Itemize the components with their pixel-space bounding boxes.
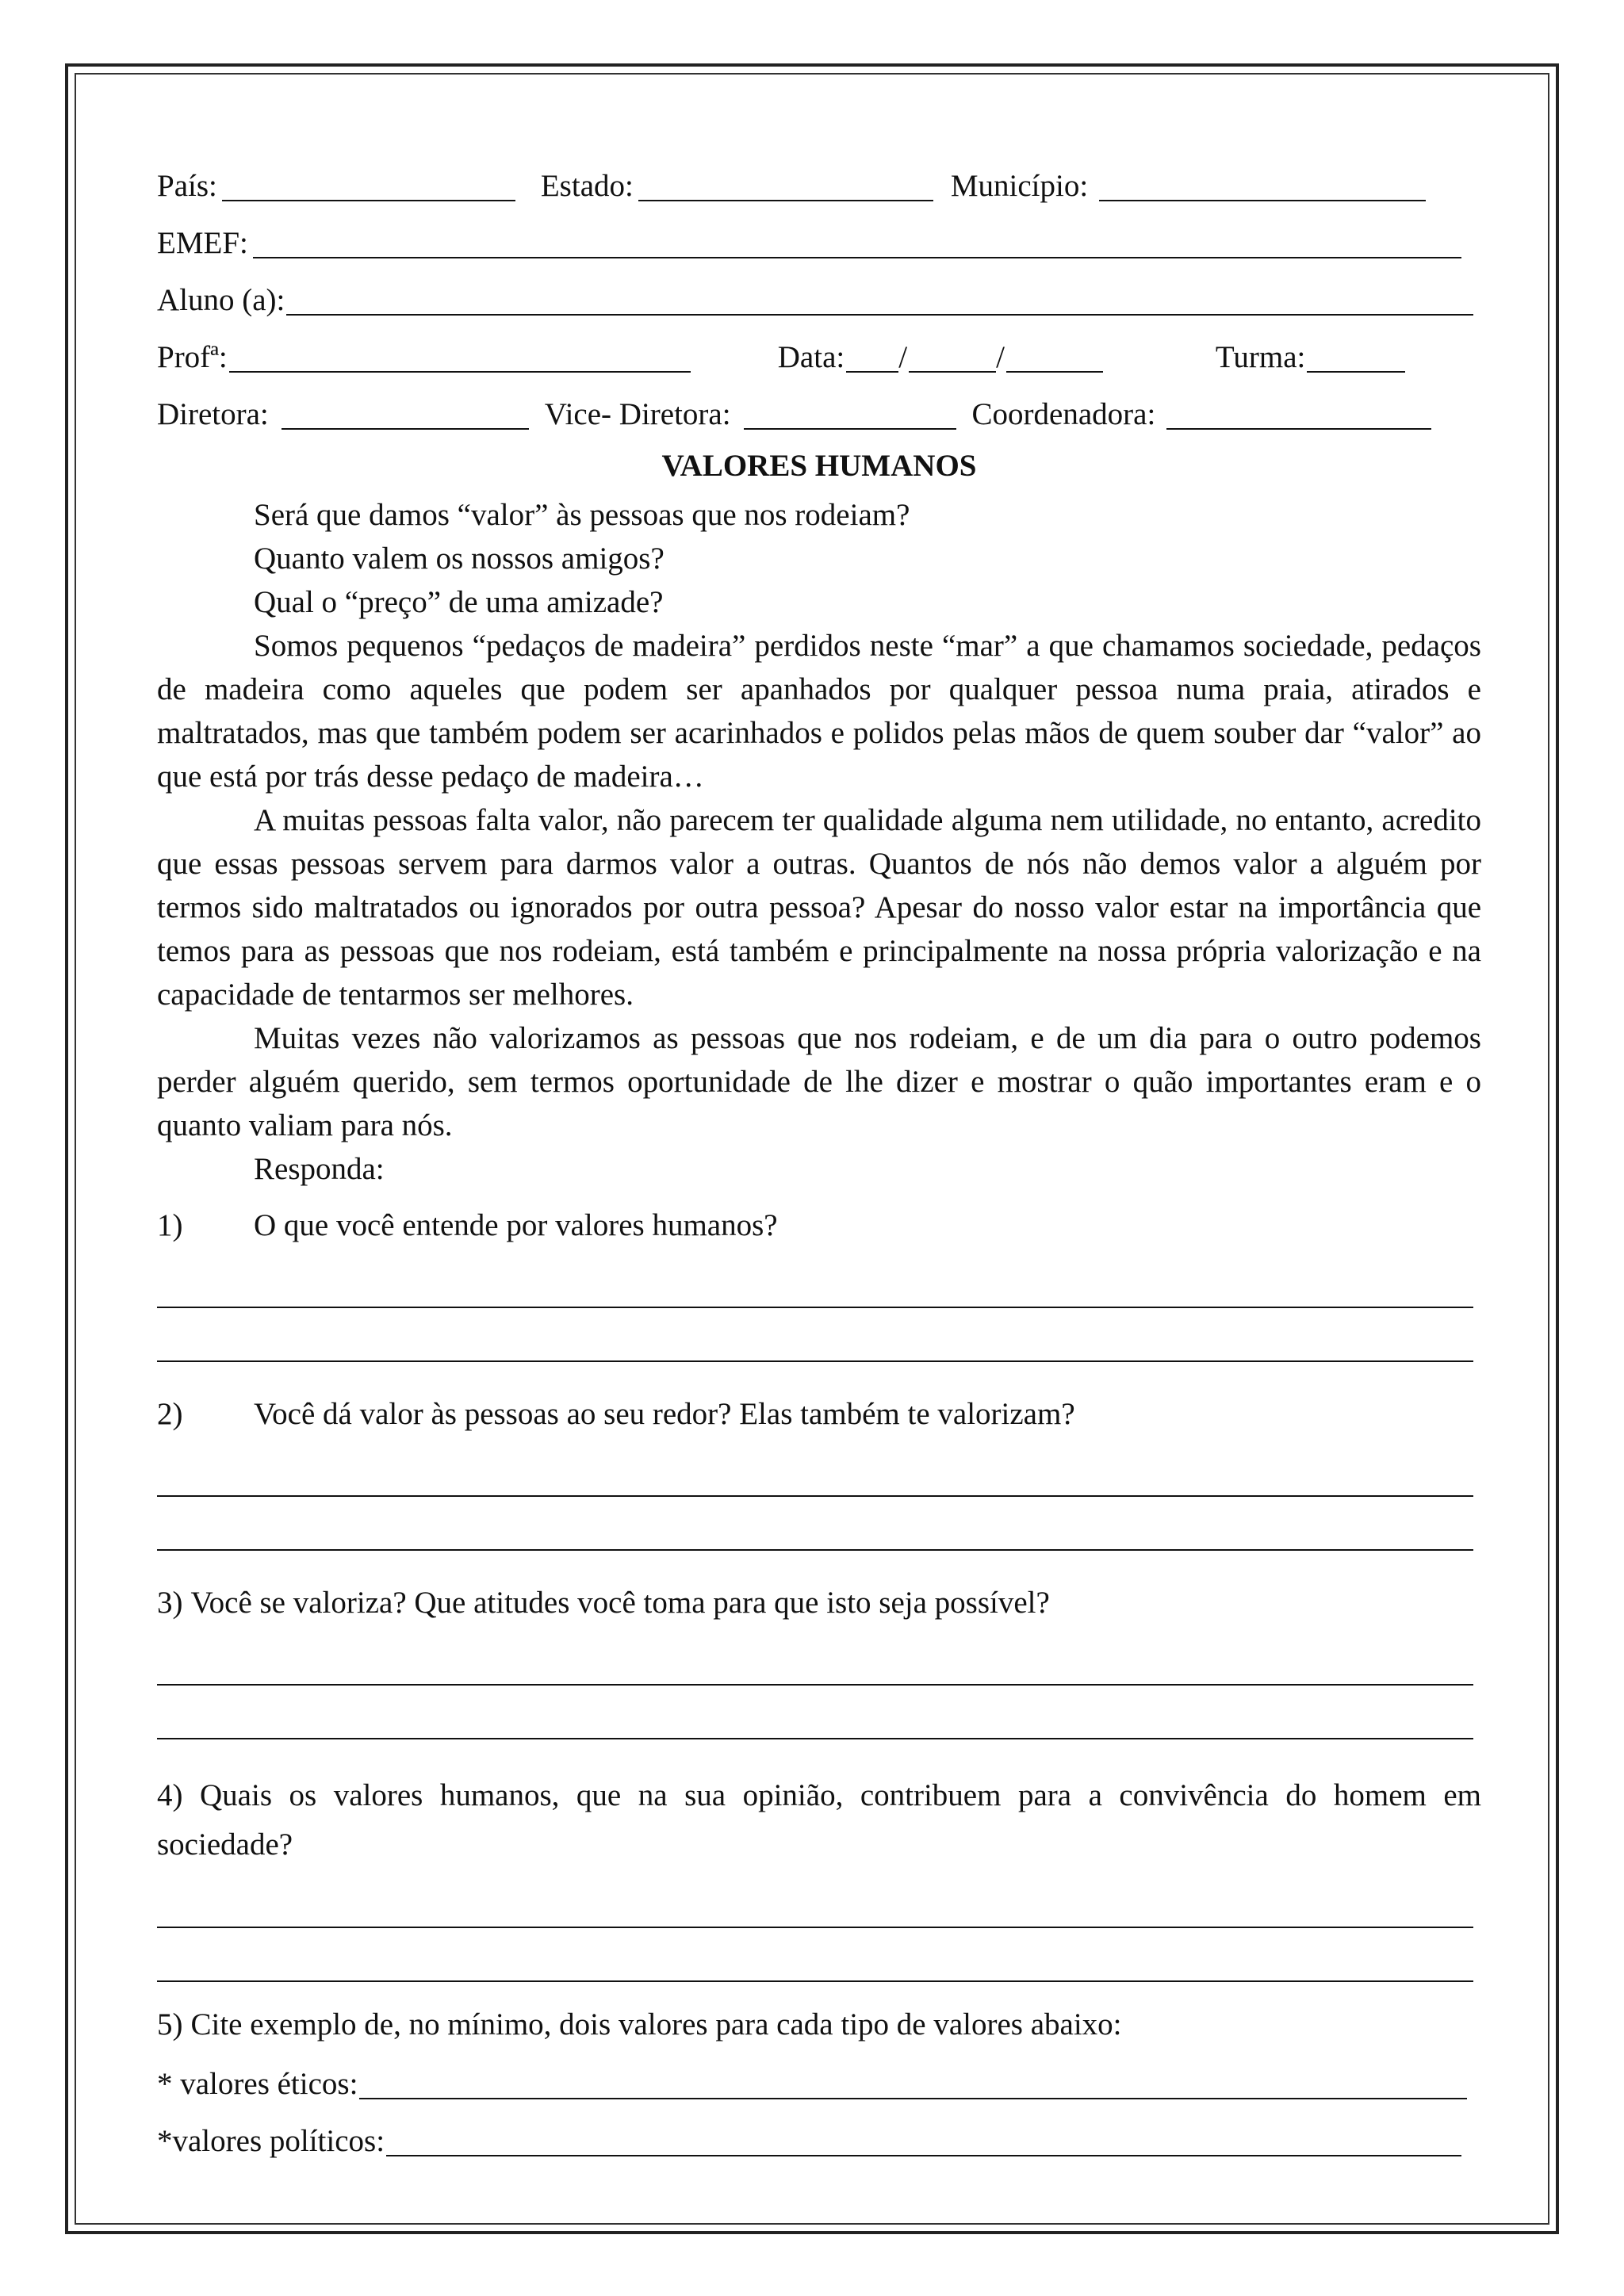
diretora-field[interactable] [282,398,529,430]
vice-diretora-field[interactable] [744,398,956,430]
aluno-label: Aluno (a): [157,283,285,317]
diretora-label: Diretora: [157,397,269,431]
intro-question-2: Quanto valem os nossos amigos? [254,541,665,576]
emef-label: EMEF: [157,226,248,260]
question-2-answer-line-2[interactable] [157,1497,1473,1551]
pais-field[interactable] [222,170,515,201]
question-5-text: Cite exemplo de, no mínimo, dois valores para cada tipo de valores abaixo: [190,2007,1122,2042]
intro-question-1: Será que damos “valor” às pessoas que nos rodeiam? [254,498,910,532]
question-4-number: 4) [157,1778,183,1812]
question-4 [157,1771,1481,1869]
paragraph-valorizamos: Muitas vezes não valorizamos as pessoas que nos rodeiam, e de um dia para o outro podemos perder alguém querido, sem termos oportunidade de lhe dizer e mostrar o quão importantes eram e o quanto valiam para nós. [157,1021,1481,1142]
data-separator-2: / [996,340,1005,374]
vice-diretora-label: Vice- Diretora: [544,397,731,431]
data-year-field[interactable] [1006,341,1103,373]
responda-label: Responda: [254,1152,385,1186]
valores-eticos-label: * valores éticos: [157,2067,358,2101]
municipio-label: Município: [950,169,1089,203]
municipio-field[interactable] [1099,170,1426,201]
prof-label: Profª: [157,340,228,374]
question-3 [157,1579,1481,1627]
data-label: Data: [777,340,845,374]
valores-politicos-row [157,2106,1461,2163]
header-row-staff [157,379,1481,436]
coordenadora-label: Coordenadora: [971,397,1156,431]
question-1-number: 1) [157,1208,183,1242]
question-5-number: 5) [157,2007,183,2042]
valores-politicos-label: *valores políticos: [157,2124,385,2158]
turma-label: Turma: [1215,340,1306,374]
question-2 [157,1391,1481,1438]
question-3-answer-line-2[interactable] [157,1686,1473,1739]
valores-eticos-row [157,2049,1467,2106]
intro-question-3: Qual o “preço” de uma amizade? [254,585,664,619]
data-day-field[interactable] [846,341,898,373]
question-1 [157,1202,1481,1249]
coordenadora-field[interactable] [1166,398,1431,430]
emef-field[interactable] [253,227,1461,258]
valores-politicos-field[interactable] [386,2125,1461,2156]
turma-field[interactable] [1307,341,1405,373]
header-row-emef [157,208,1461,265]
question-3-text: Você se valoriza? Que atitudes você toma para que isto seja possível? [190,1586,1050,1620]
question-3-number: 3) [157,1586,183,1620]
prof-field[interactable] [229,341,691,373]
data-separator-1: / [898,340,908,374]
question-1-answer-line-2[interactable] [157,1308,1473,1362]
header-row-prof [157,322,1481,379]
header-row-aluno [157,265,1473,322]
paragraph-falta-valor: A muitas pessoas falta valor, não parecem ter qualidade alguma nem utilidade, no entanto, acredito que essas pessoas servem para darmos valor a outras. Quantos de nós não demos valor a alguém por termos sido maltratados ou ignorados por outra pessoa? Apesar do nosso valor estar na importância que temos para as pessoas que nos rodeiam, está também e principalmente na nossa própria valorização e na capacidade de tentarmos ser melhores. [157,803,1481,1012]
question-4-answer-line-1[interactable] [157,1869,1473,1928]
question-3-answer-line-1[interactable] [157,1627,1473,1686]
valores-eticos-field[interactable] [359,2068,1467,2099]
header-row-location [157,151,1481,208]
question-2-number: 2) [157,1397,183,1431]
question-4-text: Quais os valores humanos, que na sua opinião, contribuem para a convivência do homem em sociedade? [157,1778,1481,1862]
aluno-field[interactable] [286,284,1473,316]
data-month-field[interactable] [909,341,996,373]
worksheet [157,151,1481,2163]
paragraph-pedacos-madeira: Somos pequenos “pedaços de madeira” perdidos neste “mar” a que chamamos sociedade, pedaços de madeira como aqueles que podem ser apanhados por qualquer pessoa numa praia, atirados e maltratados, mas que também podem ser acarinhados e polidos pelas mãos de quem souber dar “valor” ao que está por trás desse pedaço de madeira… [157,629,1481,794]
question-4-answer-line-2[interactable] [157,1928,1473,1982]
pais-label: País: [157,169,217,203]
question-5 [157,2001,1481,2049]
question-1-text: O que você entende por valores humanos? [254,1208,778,1242]
question-2-answer-line-1[interactable] [157,1438,1473,1497]
question-1-answer-line-1[interactable] [157,1249,1473,1308]
estado-label: Estado: [540,169,634,203]
estado-field[interactable] [638,170,933,201]
question-2-text: Você dá valor às pessoas ao seu redor? Elas também te valorizam? [254,1397,1075,1431]
page-title: VALORES HUMANOS [661,449,977,483]
